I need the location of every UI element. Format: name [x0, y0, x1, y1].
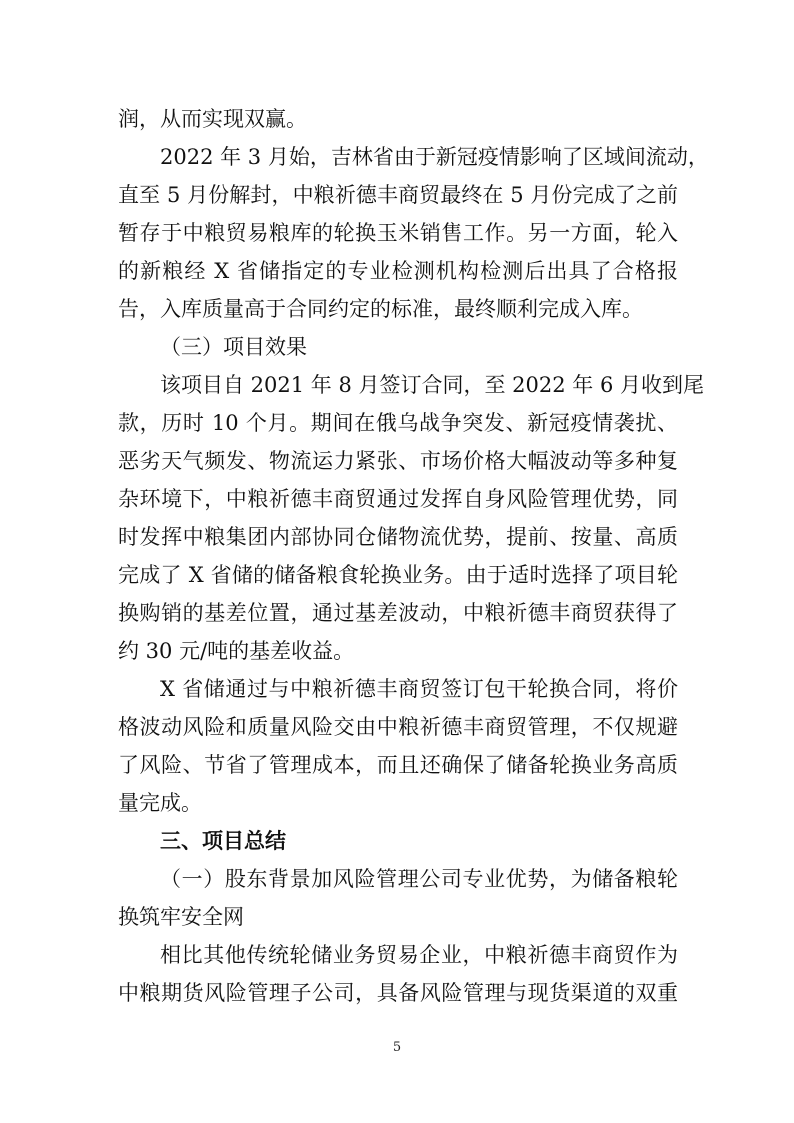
paragraph-line: 中粮期货风险管理子公司，具备风险管理与现货渠道的双重	[118, 981, 678, 1005]
section-subheading: （一）股东背景加风险管理公司专业优势，为储备粮轮	[160, 867, 678, 891]
paragraph-line: 润，从而实现双赢。	[118, 107, 307, 131]
paragraph-line: 量完成。	[118, 791, 202, 815]
paragraph-line: 杂环境下，中粮祈德丰商贸通过发挥自身风险管理优势，同	[118, 487, 678, 511]
paragraph-line: X 省储通过与中粮祈德丰商贸签订包干轮换合同，将价	[160, 677, 678, 701]
section-subheading: （三）项目效果	[160, 335, 307, 359]
paragraph-line: 格波动风险和质量风险交由中粮祈德丰商贸管理，不仅规避	[118, 715, 678, 739]
paragraph-line: 相比其他传统轮储业务贸易企业，中粮祈德丰商贸作为	[160, 943, 678, 967]
section-subheading-continued: 换筑牢安全网	[118, 905, 244, 929]
paragraph-line: 恶劣天气频发、物流运力紧张、市场价格大幅波动等多种复	[118, 449, 678, 473]
paragraph-line: 的新粮经 X 省储指定的专业检测机构检测后出具了合格报	[118, 259, 678, 283]
paragraph-line: 时发挥中粮集团内部协同仓储物流优势，提前、按量、高质	[118, 525, 678, 549]
paragraph-line: 款，历时 10 个月。期间在俄乌战争突发、新冠疫情袭扰、	[118, 411, 678, 435]
paragraph-line: 2022 年 3 月始，吉林省由于新冠疫情影响了区域间流动，	[160, 145, 709, 169]
paragraph-line: 完成了 X 省储的储备粮食轮换业务。由于适时选择了项目轮	[118, 563, 678, 587]
paragraph-line: 告，入库质量高于合同约定的标准，最终顺利完成入库。	[118, 297, 643, 321]
page-number: 5	[392, 1040, 402, 1055]
paragraph-line: 了风险、节省了管理成本，而且还确保了储备轮换业务高质	[118, 753, 678, 777]
paragraph-line: 暂存于中粮贸易粮库的轮换玉米销售工作。另一方面，轮入	[118, 221, 678, 245]
paragraph-line: 换购销的基差位置，通过基差波动，中粮祈德丰商贸获得了	[118, 601, 678, 625]
section-heading: 三、项目总结	[160, 829, 286, 853]
paragraph-line: 该项目自 2021 年 8 月签订合同，至 2022 年 6 月收到尾	[160, 373, 705, 397]
paragraph-line: 约 30 元/吨的基差收益。	[118, 639, 355, 663]
paragraph-line: 直至 5 月份解封，中粮祈德丰商贸最终在 5 月份完成了之前	[118, 183, 678, 207]
